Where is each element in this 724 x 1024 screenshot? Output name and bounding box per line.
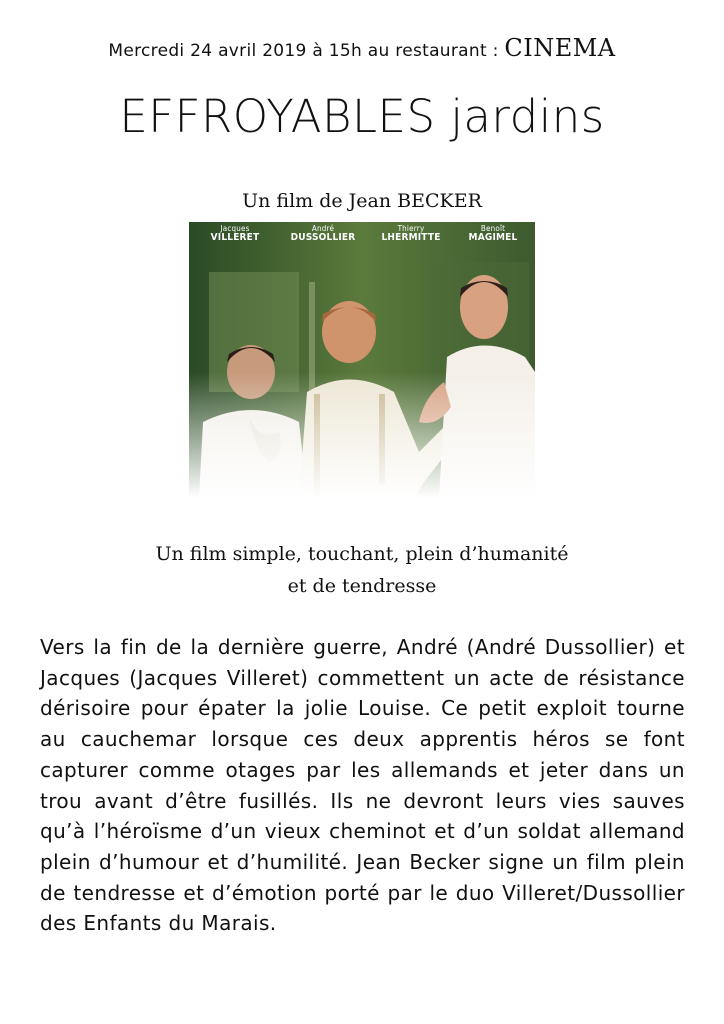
cast-first-name: Thierry — [397, 224, 425, 233]
film-tagline — [0, 538, 724, 602]
cast-first-name: André — [311, 224, 335, 233]
event-category: CINEMA — [504, 34, 616, 62]
cast-credit — [195, 225, 275, 244]
cast-last-name: VILLERET — [210, 232, 260, 244]
cast-last-name: MAGIMEL — [468, 232, 518, 244]
film-poster — [189, 222, 535, 498]
film-synopsis: Vers la fin de la dernière guerre, André (André Dussollier) et Jacques (Jacques Villeret) commettent un acte de résistance dérisoire pour épater la jolie Louise. Ce petit exploit tourne au cauchemar lorsque ces deux apprentis héros se font capturer comme otages par les allemands et jeter dans un trou avant d’être fusillés. Ils ne devront leurs vies sauves qu’à l’héroïsme d’un vieux cheminot et d’un soldat allemand plein d’humour et d’humilité. Jean Becker signe un film plein de tendresse et d’émotion porté par le duo Villeret/Dussollier des Enfants du Marais. — [40, 635, 685, 936]
event-header — [0, 34, 724, 62]
film-title: EFFROYABLES jardins — [119, 90, 605, 143]
cast-last-name: DUSSOLLIER — [290, 232, 356, 244]
film-director: Un film de Jean BECKER — [242, 190, 482, 212]
cast-credit — [283, 225, 363, 244]
cast-credit — [371, 225, 451, 244]
poster-illustration — [189, 222, 535, 498]
cast-last-name: LHERMITTE — [381, 232, 441, 244]
event-date-location: Mercredi 24 avril 2019 à 15h au restaurant : — [108, 41, 505, 61]
cast-credit — [453, 225, 533, 244]
cast-first-name: Benoît — [480, 224, 506, 233]
tagline-line: et de tendresse — [287, 575, 437, 597]
cast-first-name: Jacques — [220, 224, 250, 233]
tagline-line: Un film simple, touchant, plein d’humanité — [155, 543, 569, 565]
